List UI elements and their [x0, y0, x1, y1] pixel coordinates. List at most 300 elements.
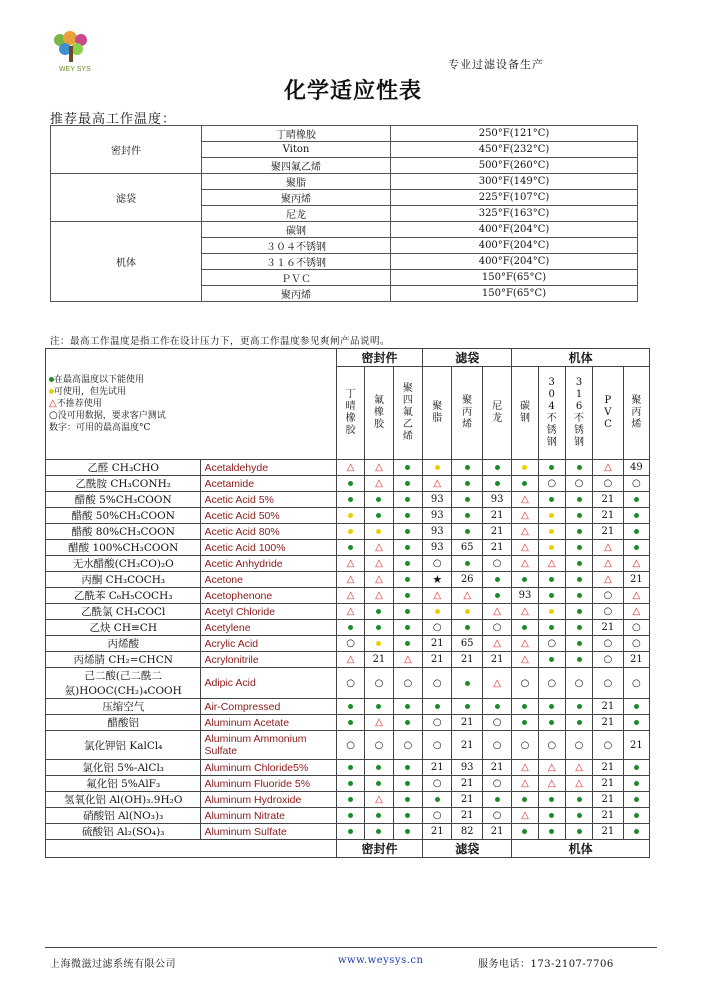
circle-icon: ○ — [432, 739, 442, 751]
compatibility-cell — [452, 540, 482, 556]
chemical-row — [46, 460, 650, 476]
compatibility-cell — [512, 476, 538, 492]
compatibility-cell — [538, 492, 565, 508]
compatibility-cell — [423, 652, 452, 668]
chemical-compatibility-table — [45, 348, 650, 858]
circle-icon: ○ — [574, 739, 584, 751]
max-temp-value: 65 — [460, 542, 474, 553]
group-footer-bag: 滤袋 — [423, 840, 512, 858]
circle-icon: ○ — [492, 717, 502, 728]
compatibility-cell — [538, 508, 565, 524]
green-dot-icon — [348, 797, 353, 802]
group-header-seal: 密封件 — [336, 349, 422, 367]
compatibility-cell — [365, 760, 393, 776]
group-header-bag: 滤袋 — [423, 349, 512, 367]
compatibility-cell — [482, 588, 511, 604]
green-dot-icon — [495, 593, 500, 598]
material-column-header: 316不锈钢 — [565, 367, 592, 460]
max-temperature: 150°F(65°C) — [391, 270, 638, 286]
max-temp-value: 21 — [460, 654, 474, 665]
compatibility-cell — [423, 508, 452, 524]
green-dot-icon — [376, 813, 381, 818]
legend-item-no-data: ○没可用数据，要求客户测试 — [49, 410, 166, 421]
compatibility-cell — [623, 776, 649, 792]
compatibility-cell — [393, 604, 422, 620]
compatibility-cell — [593, 731, 623, 760]
compatibility-cell — [365, 808, 393, 824]
compatibility-cell — [593, 476, 623, 492]
chemical-name-en: Acetic Acid 100% — [201, 540, 336, 556]
chemical-name-cn: 醋酸铝 — [46, 715, 201, 731]
chemical-name-cn: 乙炔 CH≡CH — [46, 620, 201, 636]
compatibility-cell — [336, 620, 364, 636]
circle-icon: ○ — [432, 778, 442, 789]
green-dot-icon — [577, 545, 582, 550]
material-column-header: 氟橡胶 — [365, 367, 393, 460]
compatibility-cell — [538, 699, 565, 715]
compatibility-cell — [512, 668, 538, 699]
green-dot-icon — [522, 625, 527, 630]
compatibility-cell — [593, 699, 623, 715]
compatibility-cell — [512, 588, 538, 604]
material-name: Viton — [202, 142, 391, 158]
compatibility-cell — [452, 476, 482, 492]
chemical-name-cn: 醋酸 100%CH₃COON — [46, 540, 201, 556]
compatibility-cell — [623, 540, 649, 556]
chemical-name-en: Aluminum Chloride5% — [201, 760, 336, 776]
compatibility-cell — [593, 492, 623, 508]
compatibility-cell — [512, 604, 538, 620]
compatibility-cell — [482, 668, 511, 699]
circle-icon: ○ — [346, 677, 355, 689]
compatibility-cell — [482, 824, 511, 840]
compatibility-cell — [365, 668, 393, 699]
footer-phone: 服务电话：173-2107-7706 — [478, 959, 614, 970]
material-name: ３０４不锈钢 — [202, 238, 391, 254]
compatibility-cell — [623, 792, 649, 808]
green-dot-icon — [405, 704, 410, 709]
compatibility-cell — [565, 572, 592, 588]
compatibility-cell — [365, 604, 393, 620]
chemical-name-cn: 压缩空气 — [46, 699, 201, 715]
green-dot-icon — [348, 497, 353, 502]
compatibility-cell — [423, 556, 452, 572]
circle-icon: ○ — [631, 677, 641, 689]
compatibility-cell — [423, 760, 452, 776]
chemical-name-en: Aluminum Ammonium Sulfate — [201, 731, 336, 760]
green-dot-icon — [577, 465, 582, 470]
triangle-icon: △ — [575, 762, 583, 773]
material-column-header: PVC — [593, 367, 623, 460]
compatibility-cell — [423, 824, 452, 840]
chemical-row — [46, 776, 650, 792]
green-dot-icon — [348, 781, 353, 786]
compatibility-cell — [393, 792, 422, 808]
triangle-icon: △ — [346, 462, 355, 473]
compatibility-cell — [482, 476, 511, 492]
green-dot-icon — [549, 720, 554, 725]
compatibility-cell — [482, 715, 511, 731]
chemical-row — [46, 652, 650, 668]
max-temp-value: 82 — [460, 826, 474, 837]
compatibility-cell — [593, 524, 623, 540]
circle-icon: ○ — [603, 606, 613, 617]
circle-icon: ○ — [432, 558, 442, 569]
yellow-dot-icon — [465, 609, 470, 614]
green-dot-icon — [495, 465, 500, 470]
compatibility-cell — [365, 540, 393, 556]
compatibility-cell — [482, 492, 511, 508]
chemical-name-en: Acetyl Chloride — [201, 604, 336, 620]
triangle-icon: △ — [493, 606, 501, 617]
circle-icon: ○ — [432, 810, 442, 821]
green-dot-icon — [577, 720, 582, 725]
chemical-name-cn: 乙酰苯 C₆H₅COCH₃ — [46, 588, 201, 604]
max-temp-value: 21 — [490, 654, 504, 665]
compatibility-cell — [336, 652, 364, 668]
max-temp-value: 21 — [490, 762, 504, 773]
chemical-row — [46, 715, 650, 731]
temp-section-title: 推荐最高工作温度： — [50, 112, 177, 127]
compatibility-cell — [565, 604, 592, 620]
max-temperature: 325°F(163°C) — [391, 206, 638, 222]
max-temp-value: 93 — [430, 510, 444, 521]
compatibility-cell — [623, 508, 649, 524]
compatibility-cell — [336, 572, 364, 588]
compatibility-cell — [365, 652, 393, 668]
compatibility-cell — [423, 792, 452, 808]
compatibility-cell — [538, 792, 565, 808]
compatibility-cell — [565, 524, 592, 540]
green-dot-icon — [348, 545, 353, 550]
compatibility-cell — [423, 492, 452, 508]
green-dot-icon — [549, 577, 554, 582]
compatibility-cell — [423, 776, 452, 792]
max-temp-value: 21 — [430, 638, 444, 649]
compatibility-cell — [565, 540, 592, 556]
green-dot-icon — [405, 465, 410, 470]
compatibility-cell — [482, 556, 511, 572]
chemical-name-cn: 氯化钾铝 KalCl₄ — [46, 731, 201, 760]
compatibility-cell — [512, 792, 538, 808]
green-dot-icon — [577, 593, 582, 598]
yellow-dot-icon — [435, 609, 440, 614]
chemical-row — [46, 636, 650, 652]
triangle-icon: △ — [632, 558, 641, 569]
max-temp-value: 21 — [490, 510, 504, 521]
footer-company: 上海微滋过滤系统有限公司 — [50, 959, 176, 970]
green-dot-icon — [634, 545, 639, 550]
chemical-row — [46, 556, 650, 572]
circle-icon: ○ — [403, 677, 413, 689]
compatibility-cell — [565, 715, 592, 731]
green-dot-icon — [549, 625, 554, 630]
green-dot-icon — [405, 625, 410, 630]
green-dot-icon — [465, 497, 470, 502]
compatibility-cell — [423, 620, 452, 636]
chemical-name-cn: 乙醛 CH₃CHO — [46, 460, 201, 476]
triangle-icon: △ — [521, 558, 529, 569]
compatibility-cell — [565, 652, 592, 668]
tagline: 专业过滤设备生产 — [448, 58, 544, 71]
max-temp-value: 49 — [629, 462, 643, 473]
compatibility-cell — [336, 524, 364, 540]
compatibility-cell — [512, 715, 538, 731]
compatibility-cell — [452, 604, 482, 620]
compatibility-cell — [623, 604, 649, 620]
max-temp-table — [50, 125, 638, 302]
compatibility-cell — [393, 715, 422, 731]
green-dot-icon — [405, 813, 410, 818]
triangle-icon: △ — [521, 494, 529, 505]
green-dot-icon — [348, 813, 353, 818]
chemical-name-cn: 己二酸(己二酰二氨)HOOC(CH₂)₄COOH — [46, 668, 201, 699]
triangle-icon: △ — [375, 717, 383, 728]
circle-icon: ○ — [603, 590, 613, 601]
material-column-header: 聚丙烯 — [623, 367, 649, 460]
chemical-name-cn: 醋酸 80%CH₃COON — [46, 524, 201, 540]
chemical-name-cn: 乙酰氯 CH₃COCl — [46, 604, 201, 620]
triangle-icon: △ — [493, 638, 501, 649]
compatibility-cell — [336, 731, 364, 760]
circle-icon: ○ — [547, 739, 557, 751]
material-name: 碳钢 — [202, 222, 391, 238]
chemical-name-en: Aluminum Fluoride 5% — [201, 776, 336, 792]
triangle-icon: △ — [521, 778, 529, 789]
temp-group-label: 机体 — [51, 222, 202, 302]
yellow-dot-icon — [522, 465, 527, 470]
green-dot-icon — [522, 577, 527, 582]
green-dot-icon — [376, 704, 381, 709]
green-dot-icon — [405, 561, 410, 566]
compatibility-cell — [336, 715, 364, 731]
group-footer-body: 机体 — [512, 840, 650, 858]
compatibility-cell — [538, 524, 565, 540]
compatibility-cell — [512, 556, 538, 572]
max-temp-value: 21 — [601, 526, 615, 537]
compatibility-cell — [623, 824, 649, 840]
green-dot-icon — [577, 657, 582, 662]
max-temp-value: 21 — [601, 701, 615, 712]
green-dot-icon — [348, 704, 353, 709]
material-name: 聚丙烯 — [202, 286, 391, 302]
green-dot-icon — [348, 765, 353, 770]
circle-icon: ○ — [574, 478, 584, 489]
compatibility-cell — [593, 668, 623, 699]
compatibility-cell — [593, 540, 623, 556]
chemical-row — [46, 824, 650, 840]
chemical-name-cn: 无水醋酸(CH₃CO)₂O — [46, 556, 201, 572]
compatibility-cell — [593, 715, 623, 731]
compatibility-cell — [623, 476, 649, 492]
compatibility-cell — [336, 556, 364, 572]
compatibility-cell — [538, 572, 565, 588]
compatibility-cell — [482, 524, 511, 540]
compatibility-cell — [565, 668, 592, 699]
triangle-icon: △ — [521, 810, 529, 821]
compatibility-cell — [336, 540, 364, 556]
compatibility-cell — [512, 524, 538, 540]
compatibility-cell — [365, 792, 393, 808]
green-dot-icon — [348, 481, 353, 486]
chemical-name-en: Acetophenone — [201, 588, 336, 604]
group-footer-seal: 密封件 — [336, 840, 422, 858]
compatibility-cell — [452, 652, 482, 668]
green-dot-icon — [405, 829, 410, 834]
compatibility-cell — [336, 760, 364, 776]
compatibility-cell — [365, 588, 393, 604]
circle-icon: ○ — [492, 622, 502, 633]
compatibility-cell — [336, 824, 364, 840]
compatibility-cell — [538, 760, 565, 776]
circle-icon: ○ — [603, 478, 613, 489]
triangle-icon: △ — [604, 558, 612, 569]
compatibility-cell — [336, 508, 364, 524]
compatibility-cell — [538, 808, 565, 824]
compatibility-cell — [452, 824, 482, 840]
compatibility-cell — [565, 588, 592, 604]
green-dot-icon — [522, 481, 527, 486]
green-dot-icon — [405, 497, 410, 502]
triangle-icon: △ — [375, 542, 383, 553]
compatibility-cell — [336, 460, 364, 476]
max-temp-value: 21 — [601, 778, 615, 789]
circle-icon: ○ — [547, 478, 557, 489]
green-dot-icon — [465, 529, 470, 534]
chemical-row — [46, 760, 650, 776]
compatibility-cell — [365, 492, 393, 508]
green-dot-icon — [405, 720, 410, 725]
green-dot-icon — [405, 513, 410, 518]
compatibility-cell — [452, 524, 482, 540]
chemical-row — [46, 699, 650, 715]
triangle-icon: △ — [433, 478, 442, 489]
triangle-icon: △ — [346, 558, 355, 569]
compatibility-cell — [565, 776, 592, 792]
green-dot-icon — [577, 813, 582, 818]
green-dot-icon — [577, 625, 582, 630]
green-dot-icon — [435, 797, 440, 802]
compatibility-cell — [512, 636, 538, 652]
compatibility-cell — [512, 760, 538, 776]
footer-divider — [45, 947, 657, 948]
circle-icon: ○ — [520, 739, 530, 751]
green-dot-icon — [465, 681, 470, 686]
compatibility-cell — [623, 524, 649, 540]
compatibility-cell — [452, 760, 482, 776]
material-name: 尼龙 — [202, 206, 391, 222]
compatibility-cell — [623, 492, 649, 508]
green-dot-icon — [376, 513, 381, 518]
max-temp-value: 21 — [460, 810, 474, 821]
circle-icon: ○ — [547, 677, 557, 689]
circle-icon: ○ — [432, 677, 442, 689]
compatibility-cell — [593, 636, 623, 652]
compatibility-cell — [593, 620, 623, 636]
compatibility-cell — [423, 460, 452, 476]
circle-icon: ○ — [603, 677, 613, 689]
compatibility-cell — [452, 492, 482, 508]
chemical-name-cn: 醋酸 5%CH₃COON — [46, 492, 201, 508]
green-dot-icon — [495, 704, 500, 709]
compatibility-cell — [336, 604, 364, 620]
compatibility-cell — [482, 572, 511, 588]
circle-icon: ○ — [492, 739, 502, 751]
chemical-name-en: Acetic Acid 50% — [201, 508, 336, 524]
compatibility-cell — [452, 636, 482, 652]
compatibility-cell — [452, 699, 482, 715]
green-dot-icon — [549, 704, 554, 709]
temp-group-label: 滤袋 — [51, 174, 202, 222]
green-dot-icon — [577, 641, 582, 646]
compatibility-cell — [423, 715, 452, 731]
compatibility-cell — [593, 508, 623, 524]
compatibility-cell — [623, 715, 649, 731]
green-dot-icon — [465, 704, 470, 709]
triangle-icon: △ — [49, 398, 57, 409]
footer-website[interactable]: www.weysys.cn — [338, 955, 424, 966]
triangle-icon: △ — [632, 590, 641, 601]
compatibility-cell — [423, 636, 452, 652]
green-dot-icon — [634, 797, 639, 802]
green-dot-icon — [577, 497, 582, 502]
chemical-row — [46, 731, 650, 760]
chemical-name-en: Acetic Anhydride — [201, 556, 336, 572]
footer-group-row — [46, 840, 650, 858]
green-dot-icon — [577, 829, 582, 834]
compatibility-cell — [512, 808, 538, 824]
compatibility-cell — [623, 808, 649, 824]
compatibility-cell — [393, 556, 422, 572]
triangle-icon: △ — [521, 606, 529, 617]
triangle-icon: △ — [604, 462, 612, 473]
compatibility-cell — [623, 556, 649, 572]
compatibility-cell — [623, 620, 649, 636]
triangle-icon: △ — [433, 590, 442, 601]
compatibility-cell — [482, 731, 511, 760]
circle-icon: ○ — [547, 638, 557, 649]
green-dot-icon — [348, 625, 353, 630]
compatibility-cell — [423, 699, 452, 715]
compatibility-cell — [482, 620, 511, 636]
max-temperature: 400°F(204°C) — [391, 222, 638, 238]
compatibility-cell — [593, 652, 623, 668]
compatibility-cell — [593, 460, 623, 476]
compatibility-cell — [365, 715, 393, 731]
compatibility-cell — [593, 556, 623, 572]
compatibility-cell — [452, 588, 482, 604]
compatibility-cell — [393, 572, 422, 588]
compatibility-cell — [365, 824, 393, 840]
triangle-icon: △ — [375, 462, 383, 473]
circle-icon: ○ — [374, 677, 384, 689]
compatibility-cell — [452, 731, 482, 760]
compatibility-cell — [393, 588, 422, 604]
compatibility-cell — [538, 620, 565, 636]
compatibility-cell — [336, 492, 364, 508]
max-temp-value: 21 — [490, 826, 504, 837]
compatibility-cell — [593, 776, 623, 792]
triangle-icon: △ — [521, 638, 529, 649]
max-temp-value: 21 — [601, 494, 615, 505]
max-temp-value: 21 — [601, 826, 615, 837]
material-name: 聚脂 — [202, 174, 391, 190]
max-temp-value: 93 — [430, 526, 444, 537]
green-dot-icon — [549, 657, 554, 662]
compatibility-cell — [538, 824, 565, 840]
yellow-dot-icon — [549, 513, 554, 518]
circle-icon: ○ — [520, 677, 530, 689]
